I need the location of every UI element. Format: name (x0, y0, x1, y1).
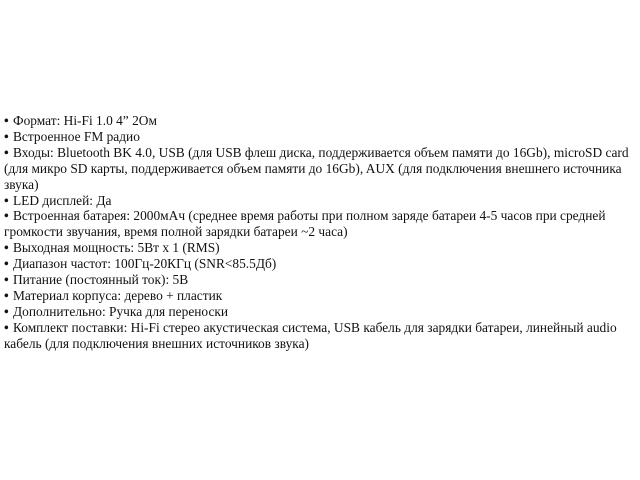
spec-item-power-supply (4, 272, 634, 288)
spec-text: Материал корпуса: дерево + пластик (13, 287, 223, 303)
bullet-icon: • (4, 272, 9, 288)
spec-text: LED дисплей: Да (13, 192, 112, 208)
spec-list (4, 113, 634, 352)
spec-item-output-power (4, 240, 634, 256)
spec-text: Комплект поставки: Hi-Fi стерео акустическая система, USB кабель для зарядки батареи, линейный audio кабель (для подключения внешних источников звука) (4, 319, 617, 351)
spec-item-battery (4, 208, 634, 240)
bullet-icon: • (4, 256, 9, 272)
spec-item-additional (4, 304, 634, 320)
spec-item-frequency-range (4, 256, 634, 272)
bullet-icon: • (4, 144, 9, 160)
spec-item-fm-radio (4, 129, 634, 145)
bullet-icon: • (4, 319, 9, 335)
bullet-icon: • (4, 192, 9, 208)
bullet-icon: • (4, 113, 9, 128)
bullet-icon: • (4, 208, 9, 224)
spec-text: Диапазон частот: 100Гц-20КГц (SNR<85.5Дб) (13, 256, 277, 272)
bullet-icon: • (4, 287, 9, 303)
spec-text: Встроенная батарея: 2000мАч (среднее время работы при полном заряде батареи 4-5 часов при средней громкости звучания, время полной зарядки батареи ~2 часа) (4, 208, 606, 240)
spec-document (4, 113, 634, 352)
spec-text: Дополнительно: Ручка для переноски (13, 303, 229, 319)
bullet-icon: • (4, 240, 9, 256)
spec-item-format (4, 113, 634, 129)
spec-item-inputs (4, 145, 634, 193)
spec-text: Формат: Hi-Fi 1.0 4” 2Ом (13, 113, 157, 128)
spec-text: Входы: Bluetooth BK 4.0, USB (для USB флеш диска, поддерживается объем памяти до 16Gb), microSD card (для микро SD карты, поддерживается объем памяти до 16Gb), AUX (для подключения внешнего источника звука) (4, 144, 629, 192)
spec-text: Встроенное FM радио (13, 128, 140, 144)
spec-text: Питание (постоянный ток): 5В (13, 272, 189, 288)
spec-item-package (4, 320, 634, 352)
spec-item-led-display (4, 193, 634, 209)
bullet-icon: • (4, 128, 9, 144)
bullet-icon: • (4, 303, 9, 319)
spec-text: Выходная мощность: 5Вт х 1 (RMS) (13, 240, 220, 256)
spec-item-material (4, 288, 634, 304)
